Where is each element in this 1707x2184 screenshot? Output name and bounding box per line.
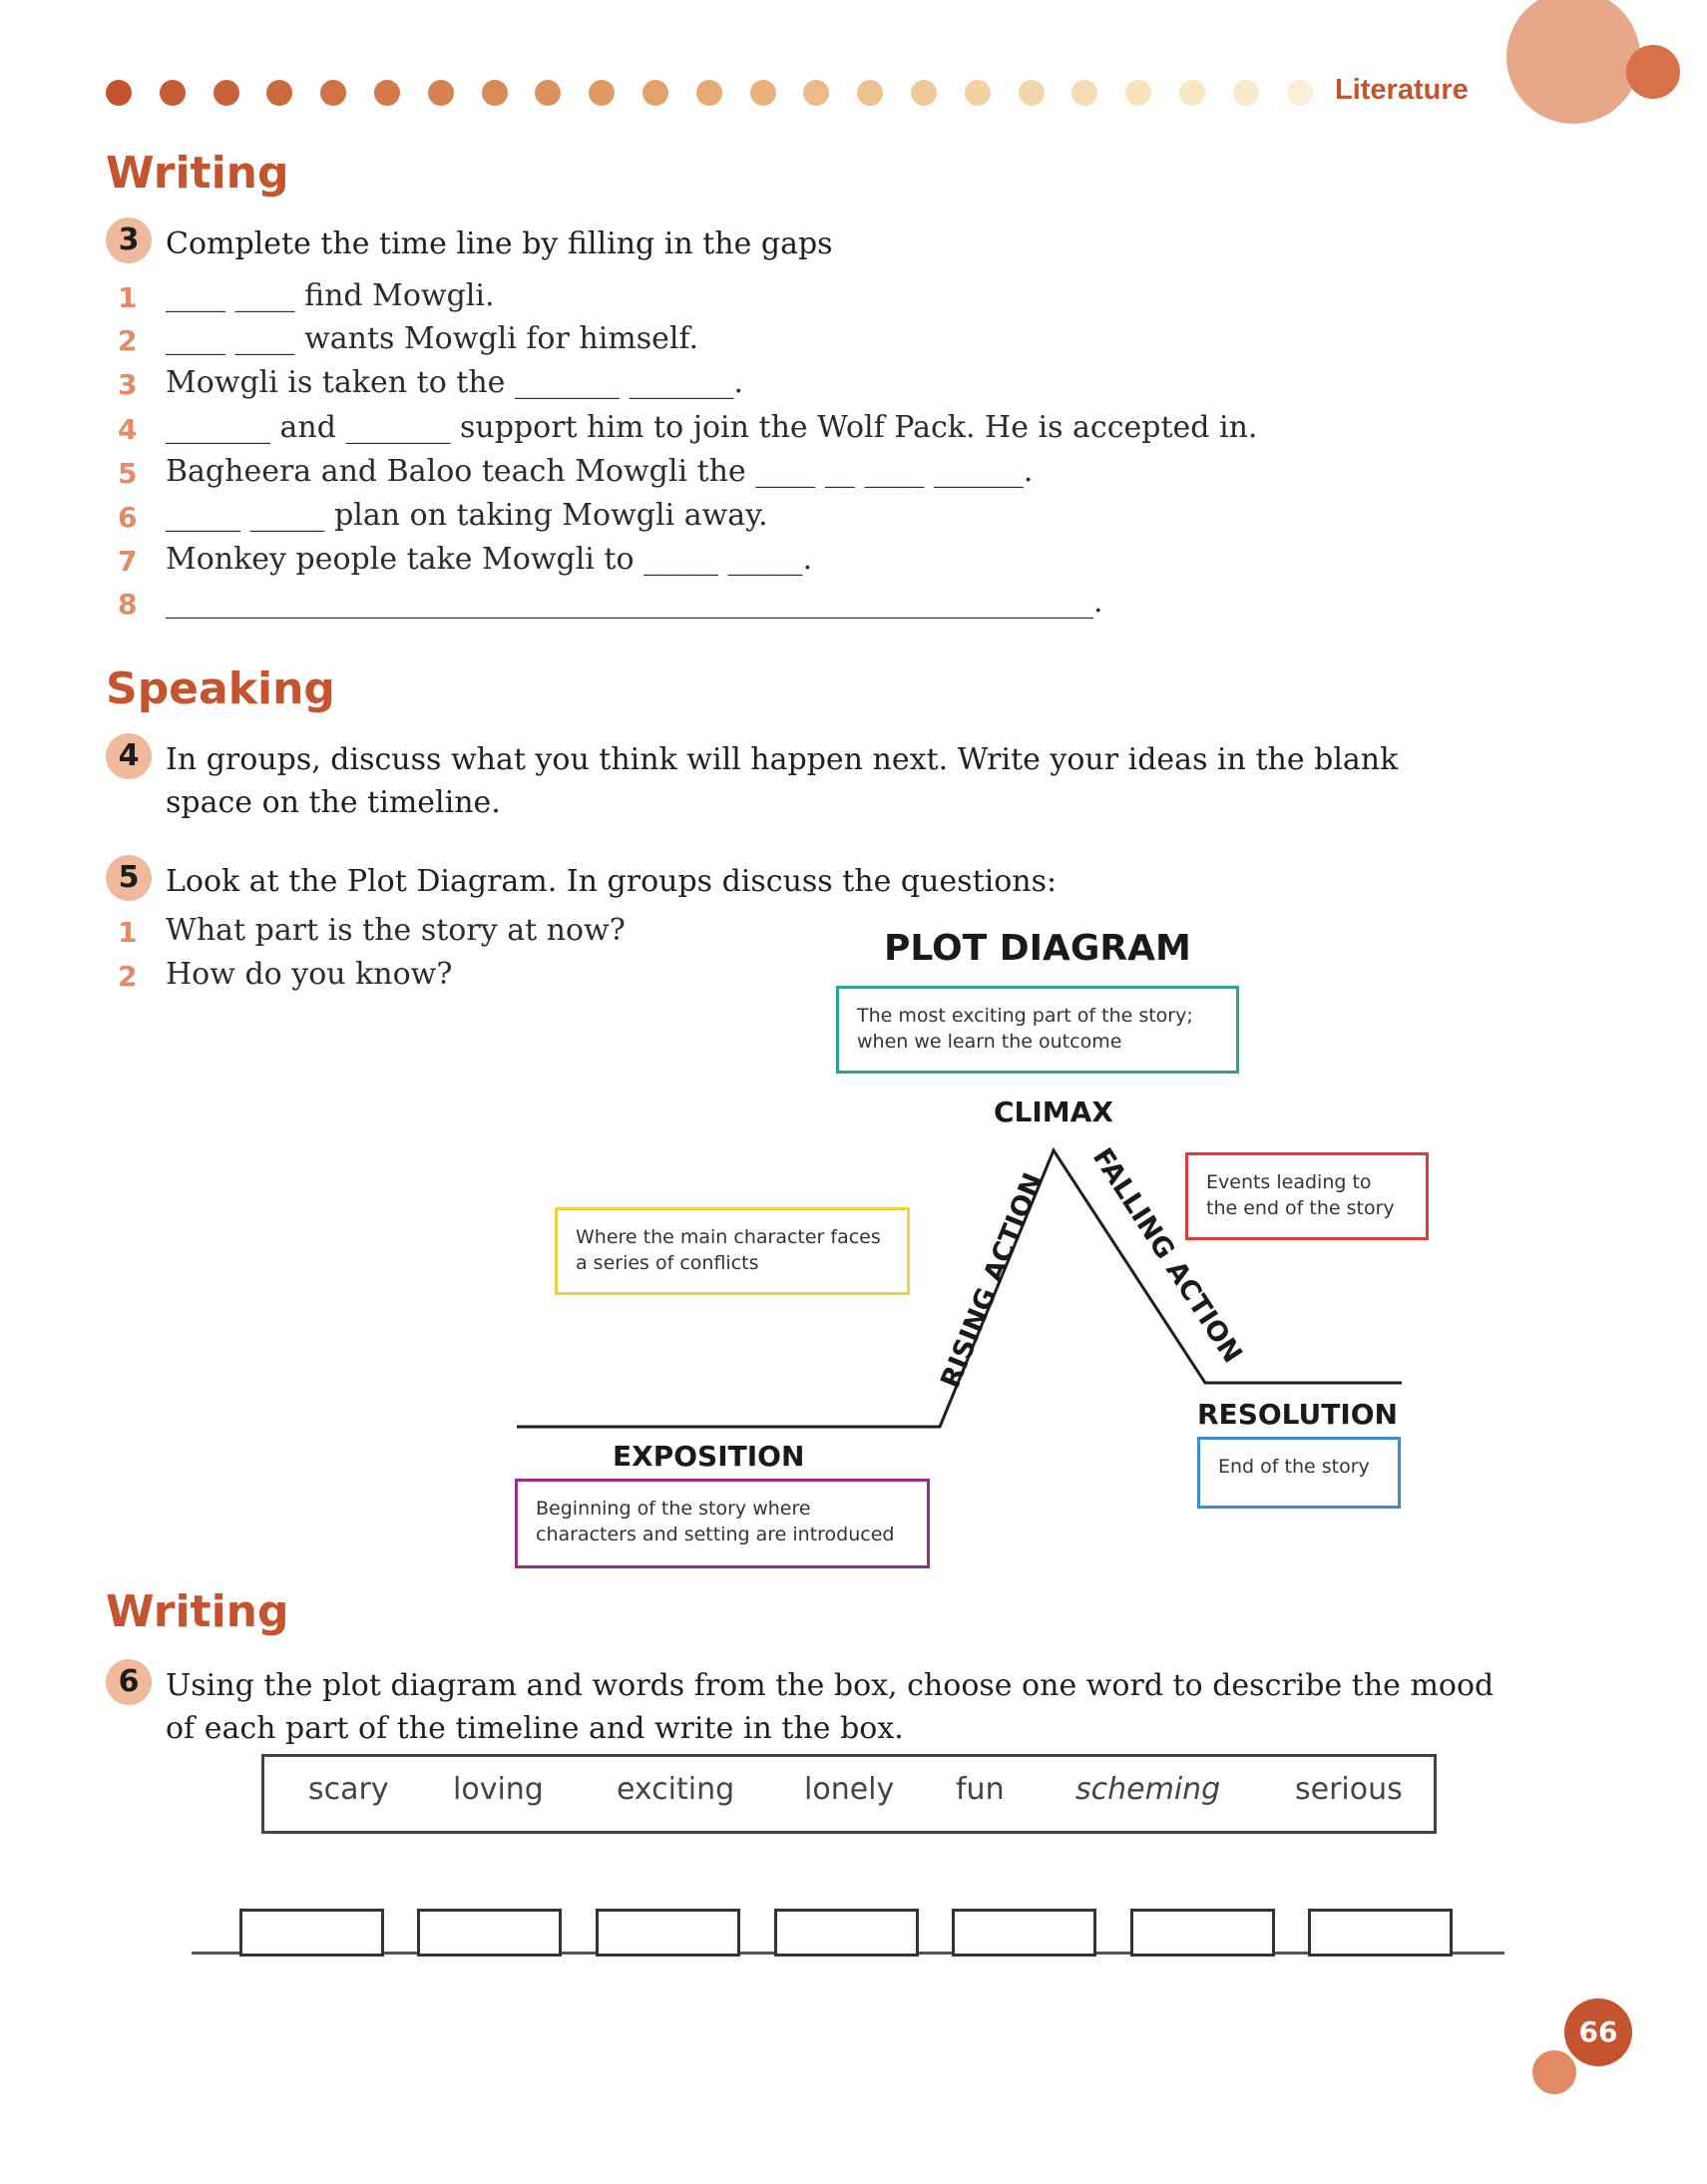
climax-description-line-1: The most exciting part of the story; <box>857 1005 1193 1027</box>
page-number: 66 <box>1564 1998 1632 2066</box>
plot-diagram-title: PLOT DIAGRAM <box>884 928 1191 969</box>
falling-action-line-2: the end of the story <box>1206 1197 1395 1219</box>
mood-answer-box-7[interactable] <box>1308 1909 1453 1957</box>
mood-answer-box-5[interactable] <box>952 1909 1096 1957</box>
climax-description-line-2: when we learn the outcome <box>857 1031 1122 1053</box>
exposition-box <box>515 1479 930 1568</box>
item-number: 8 <box>118 588 138 621</box>
mood-answer-box-6[interactable] <box>1130 1909 1275 1957</box>
exposition-line-1: Beginning of the story where <box>536 1498 811 1520</box>
timeline-item-5: Bagheera and Baloo teach Mowgli the ____ __ ____ ______. <box>166 454 1034 489</box>
mood-answer-box-4[interactable] <box>774 1909 919 1957</box>
item-number: 2 <box>118 960 138 993</box>
word-serious: serious <box>1295 1772 1403 1807</box>
timeline-item-2: ____ ____ wants Mowgli for himself. <box>166 321 699 356</box>
timeline-item-1: ____ ____ find Mowgli. <box>166 278 495 313</box>
exposition-line-2: characters and setting are introduced <box>536 1524 895 1545</box>
word-scheming: scheming <box>1075 1772 1221 1807</box>
timeline-item-3: Mowgli is taken to the _______ _______. <box>166 365 744 400</box>
exercise-6-line-2: of each part of the timeline and write in the box. <box>166 1711 904 1746</box>
word-fun: fun <box>956 1772 1005 1807</box>
exercise-4-line-2: space on the timeline. <box>166 785 501 820</box>
header-literature-label: Literature <box>1335 74 1469 106</box>
timeline-item-6: _____ _____ plan on taking Mowgli away. <box>166 498 768 533</box>
word-loving: loving <box>453 1772 544 1807</box>
falling-action-label: FALLING ACTION <box>1085 1142 1248 1369</box>
rising-action-line-2: a series of conflicts <box>576 1252 759 1274</box>
word-exciting: exciting <box>617 1772 735 1807</box>
exercise-3-badge: 3 <box>106 218 152 263</box>
word-scary: scary <box>308 1772 389 1807</box>
climax-label: CLIMAX <box>994 1095 1113 1128</box>
resolution-box <box>1197 1437 1401 1509</box>
rising-action-label: RISING ACTION <box>935 1168 1050 1393</box>
exercise-4-line-1: In groups, discuss what you think will happen next. Write your ideas in the blank <box>166 742 1399 777</box>
exercise-5-instruction: Look at the Plot Diagram. In groups discuss the questions: <box>166 864 1058 899</box>
item-number: 1 <box>118 281 138 314</box>
falling-action-line-1: Events leading to <box>1206 1171 1372 1193</box>
exercise-3-instruction: Complete the time line by filling in the gaps <box>166 226 833 261</box>
item-number: 4 <box>118 413 138 446</box>
exposition-label: EXPOSITION <box>613 1440 805 1473</box>
exercise-4-badge: 4 <box>106 733 152 779</box>
exercise-6-line-1: Using the plot diagram and words from the box, choose one word to describe the mood <box>166 1668 1494 1703</box>
item-number: 2 <box>118 324 138 357</box>
item-number: 7 <box>118 545 138 578</box>
mood-answer-box-2[interactable] <box>417 1909 562 1957</box>
writing-heading: Writing <box>106 148 289 199</box>
item-number: 3 <box>118 368 138 401</box>
exercise-5-badge: 5 <box>106 855 152 901</box>
item-number: 1 <box>118 916 138 949</box>
mood-answer-box-1[interactable] <box>239 1909 384 1957</box>
falling-action-box <box>1185 1152 1429 1240</box>
speaking-heading: Speaking <box>106 663 335 714</box>
rising-action-box <box>555 1207 910 1295</box>
resolution-text: End of the story <box>1218 1456 1370 1478</box>
exercise-6-badge: 6 <box>106 1659 152 1705</box>
word-lonely: lonely <box>804 1772 895 1807</box>
timeline-item-8: ______________________________________________________________. <box>166 585 1103 620</box>
question-2: How do you know? <box>166 957 453 992</box>
rising-action-line-1: Where the main character faces <box>576 1226 881 1248</box>
question-1: What part is the story at now? <box>166 913 626 948</box>
timeline-item-7: Monkey people take Mowgli to _____ _____. <box>166 542 813 577</box>
writing-heading-2: Writing <box>106 1586 289 1637</box>
mood-answer-box-3[interactable] <box>596 1909 740 1957</box>
resolution-label: RESOLUTION <box>1197 1398 1398 1431</box>
timeline-item-4: _______ and _______ support him to join the Wolf Pack. He is accepted in. <box>166 410 1258 445</box>
item-number: 6 <box>118 501 138 534</box>
item-number: 5 <box>118 457 138 490</box>
decorative-page-circle <box>1532 2050 1576 2094</box>
